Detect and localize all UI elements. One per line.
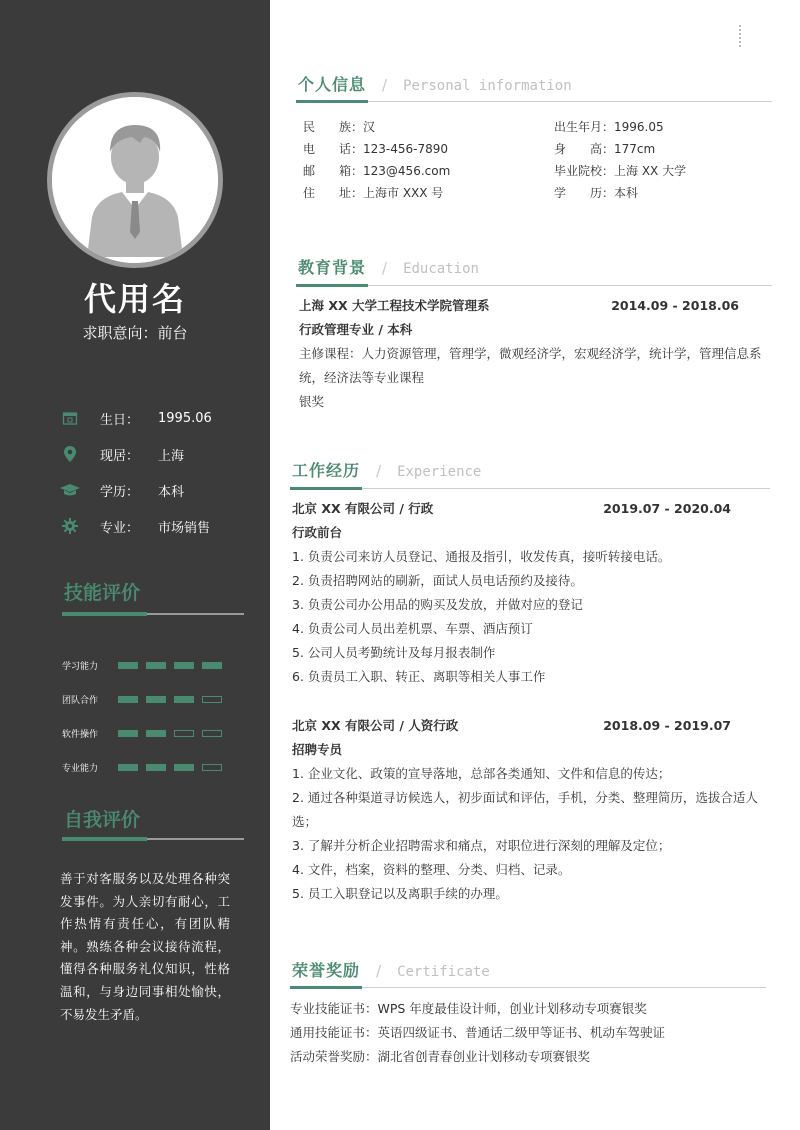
job-duty: 1. 负责公司来访人员登记、通报及指引，收发传真，接听转接电话。 bbox=[292, 549, 671, 564]
job-duty: 2. 通过各种渠道寻访候选人，初步面试和评估，手机，分类、整理简历，选拔合适人选； bbox=[292, 790, 758, 829]
job-role: 招聘专员 bbox=[292, 742, 343, 757]
skill-row bbox=[62, 750, 262, 784]
job-company: 北京 XX 有限公司 / 人资行政 bbox=[292, 718, 459, 733]
education-period: 2014.09 - 2018.06 bbox=[611, 298, 739, 313]
info-row-major bbox=[60, 508, 260, 544]
field-value: 上海 XX 大学 bbox=[614, 164, 687, 178]
skill-bar-filled bbox=[202, 662, 222, 669]
certificate-item: 活动荣誉奖励：湖北省创青春创业计划移动专项赛银奖 bbox=[290, 1049, 591, 1064]
info-label: 现居： bbox=[100, 448, 140, 464]
personal-info-right bbox=[554, 116, 686, 204]
field-label: 电 话： bbox=[303, 142, 364, 156]
section-title-certificate bbox=[292, 958, 490, 981]
gear-icon bbox=[60, 516, 80, 536]
skill-bar-filled bbox=[118, 764, 138, 771]
skill-level-bars bbox=[118, 730, 230, 737]
skill-bar-filled bbox=[174, 764, 194, 771]
skills-title: 技能评价 bbox=[64, 582, 141, 604]
section-title-personal bbox=[298, 72, 572, 95]
skill-bar-empty bbox=[202, 764, 222, 771]
info-label: 学历： bbox=[100, 484, 140, 500]
info-value: 上海 bbox=[158, 448, 185, 464]
field-value: 123-456-7890 bbox=[363, 142, 449, 156]
section-title-en: Education bbox=[403, 261, 479, 277]
skill-bar-filled bbox=[118, 730, 138, 737]
skills-divider bbox=[62, 613, 244, 615]
field-label: 邮 箱： bbox=[303, 164, 364, 178]
education-major: 行政管理专业 / 本科 bbox=[299, 322, 413, 337]
section-title-cn: 教育背景 bbox=[298, 258, 367, 277]
section-title-slash: / bbox=[382, 76, 388, 94]
avatar-person-icon bbox=[52, 97, 218, 263]
graduation-cap-icon bbox=[60, 480, 80, 500]
info-label: 生日： bbox=[100, 412, 140, 428]
certificate-item: 专业技能证书：WPS 年度最佳设计师，创业计划移动专项赛银奖 bbox=[290, 1001, 647, 1016]
job-duty: 5. 员工入职登记以及离职手续的办理。 bbox=[292, 886, 508, 901]
section-title-education bbox=[298, 255, 479, 278]
decorative-dots bbox=[739, 25, 741, 47]
job-duty: 3. 负责公司办公用品的购买及发放，并做对应的登记 bbox=[292, 597, 583, 612]
skill-name: 专业能力 bbox=[62, 763, 99, 774]
section-title-cn: 荣誉奖励 bbox=[292, 961, 361, 980]
job-block-2 bbox=[292, 714, 764, 906]
job-period: 2019.07 - 2020.04 bbox=[603, 501, 731, 516]
location-icon bbox=[60, 444, 80, 464]
info-row-education bbox=[60, 472, 260, 508]
skill-bar-filled bbox=[118, 696, 138, 703]
section-title-cn: 工作经历 bbox=[292, 461, 361, 480]
skill-bar-filled bbox=[174, 696, 194, 703]
skill-name: 学习能力 bbox=[62, 661, 99, 672]
section-title-cn: 个人信息 bbox=[298, 75, 367, 94]
field-value: 123@456.com bbox=[363, 164, 451, 178]
personal-info-left bbox=[303, 116, 450, 204]
field-value: 汉 bbox=[363, 120, 376, 134]
info-label: 专业： bbox=[100, 520, 140, 536]
job-duty: 3. 了解并分析企业招聘需求和痛点，对职位进行深刻的理解及定位； bbox=[292, 838, 671, 853]
skill-row bbox=[62, 716, 262, 750]
info-row-residence bbox=[60, 436, 260, 472]
self-eval-divider bbox=[62, 838, 244, 840]
section-divider bbox=[296, 101, 772, 102]
skill-level-bars bbox=[118, 662, 230, 669]
section-title-en: Certificate bbox=[397, 964, 490, 980]
field-label: 民 族： bbox=[303, 120, 364, 134]
job-role: 行政前台 bbox=[292, 525, 343, 540]
education-courses: 主修课程：人力资源管理，管理学，微观经济学，宏观经济学，统计学，管理信息系统，经济法等专业课程 bbox=[299, 346, 762, 385]
job-duty: 4. 负责公司人员出差机票、车票、酒店预订 bbox=[292, 621, 533, 636]
skills-list bbox=[62, 648, 262, 784]
field-label: 身 高： bbox=[554, 142, 615, 156]
section-divider bbox=[290, 488, 770, 489]
field-value: 上海市 XXX 号 bbox=[363, 186, 444, 200]
skill-bar-filled bbox=[146, 764, 166, 771]
field-value: 1996.05 bbox=[614, 120, 664, 134]
info-row-birthday bbox=[60, 400, 260, 436]
section-title-en: Experience bbox=[397, 464, 482, 480]
avatar bbox=[47, 92, 223, 268]
skill-level-bars bbox=[118, 696, 230, 703]
job-period: 2018.09 - 2019.07 bbox=[603, 718, 731, 733]
job-intent: 求职意向：前台 bbox=[82, 324, 188, 342]
info-value: 市场销售 bbox=[158, 520, 211, 536]
education-award: 银奖 bbox=[299, 394, 325, 409]
skill-bar-filled bbox=[146, 662, 166, 669]
info-value: 1995.06 bbox=[158, 410, 212, 426]
education-block bbox=[299, 294, 769, 414]
job-duty: 4. 文件，档案，资料的整理、分类、归档、记录。 bbox=[292, 862, 571, 877]
section-divider bbox=[290, 987, 766, 988]
field-label: 住 址： bbox=[303, 186, 364, 200]
self-eval-title: 自我评价 bbox=[64, 809, 141, 831]
field-label: 学 历： bbox=[554, 186, 615, 200]
candidate-name: 代用名 bbox=[83, 280, 186, 318]
field-value: 本科 bbox=[614, 186, 639, 200]
sidebar bbox=[0, 0, 270, 1130]
job-company: 北京 XX 有限公司 / 行政 bbox=[292, 501, 434, 516]
skill-row bbox=[62, 648, 262, 682]
skill-bar-filled bbox=[118, 662, 138, 669]
certificate-block bbox=[290, 997, 766, 1069]
section-divider bbox=[296, 285, 772, 286]
skill-name: 软件操作 bbox=[62, 729, 99, 740]
calendar-icon bbox=[60, 408, 80, 428]
job-block-1 bbox=[292, 497, 764, 689]
skill-bar-filled bbox=[146, 730, 166, 737]
skill-bar-empty bbox=[174, 730, 194, 737]
job-duty: 6. 负责员工入职、转正、离职等相关人事工作 bbox=[292, 669, 546, 684]
basic-info-list bbox=[60, 400, 260, 544]
skill-bar-filled bbox=[174, 662, 194, 669]
certificate-item: 通用技能证书：英语四级证书、普通话二级甲等证书、机动车驾驶证 bbox=[290, 1025, 666, 1040]
section-title-slash: / bbox=[376, 462, 382, 480]
section-title-en: Personal information bbox=[403, 78, 572, 94]
section-title-slash: / bbox=[376, 962, 382, 980]
skill-bar-filled bbox=[146, 696, 166, 703]
skill-name: 团队合作 bbox=[62, 695, 99, 706]
section-title-experience bbox=[292, 458, 481, 481]
skill-bar-empty bbox=[202, 696, 222, 703]
skill-level-bars bbox=[118, 764, 230, 771]
field-label: 出生年月： bbox=[554, 120, 615, 134]
field-label: 毕业院校： bbox=[554, 164, 615, 178]
field-value: 177cm bbox=[614, 142, 656, 156]
self-eval-text: 善于对客服务以及处理各种突发事件。为人亲切有耐心，工作热情有责任心，有团队精神。熟练各种会议接待流程，懂得各种服务礼仪知识，性格温和，与身边同事相处愉快，不易发生矛盾。 bbox=[60, 871, 230, 1022]
info-value: 本科 bbox=[158, 484, 185, 500]
job-duty: 2. 负责招聘网站的刷新，面试人员电话预约及接待。 bbox=[292, 573, 583, 588]
skill-bar-empty bbox=[202, 730, 222, 737]
school-name: 上海 XX 大学工程技术学院管理系 bbox=[299, 298, 490, 313]
skill-row bbox=[62, 682, 262, 716]
section-title-slash: / bbox=[382, 259, 388, 277]
job-duty: 5. 公司人员考勤统计及每月报表制作 bbox=[292, 645, 496, 660]
job-duty: 1. 企业文化、政策的宣导落地，总部各类通知、文件和信息的传达； bbox=[292, 766, 671, 781]
